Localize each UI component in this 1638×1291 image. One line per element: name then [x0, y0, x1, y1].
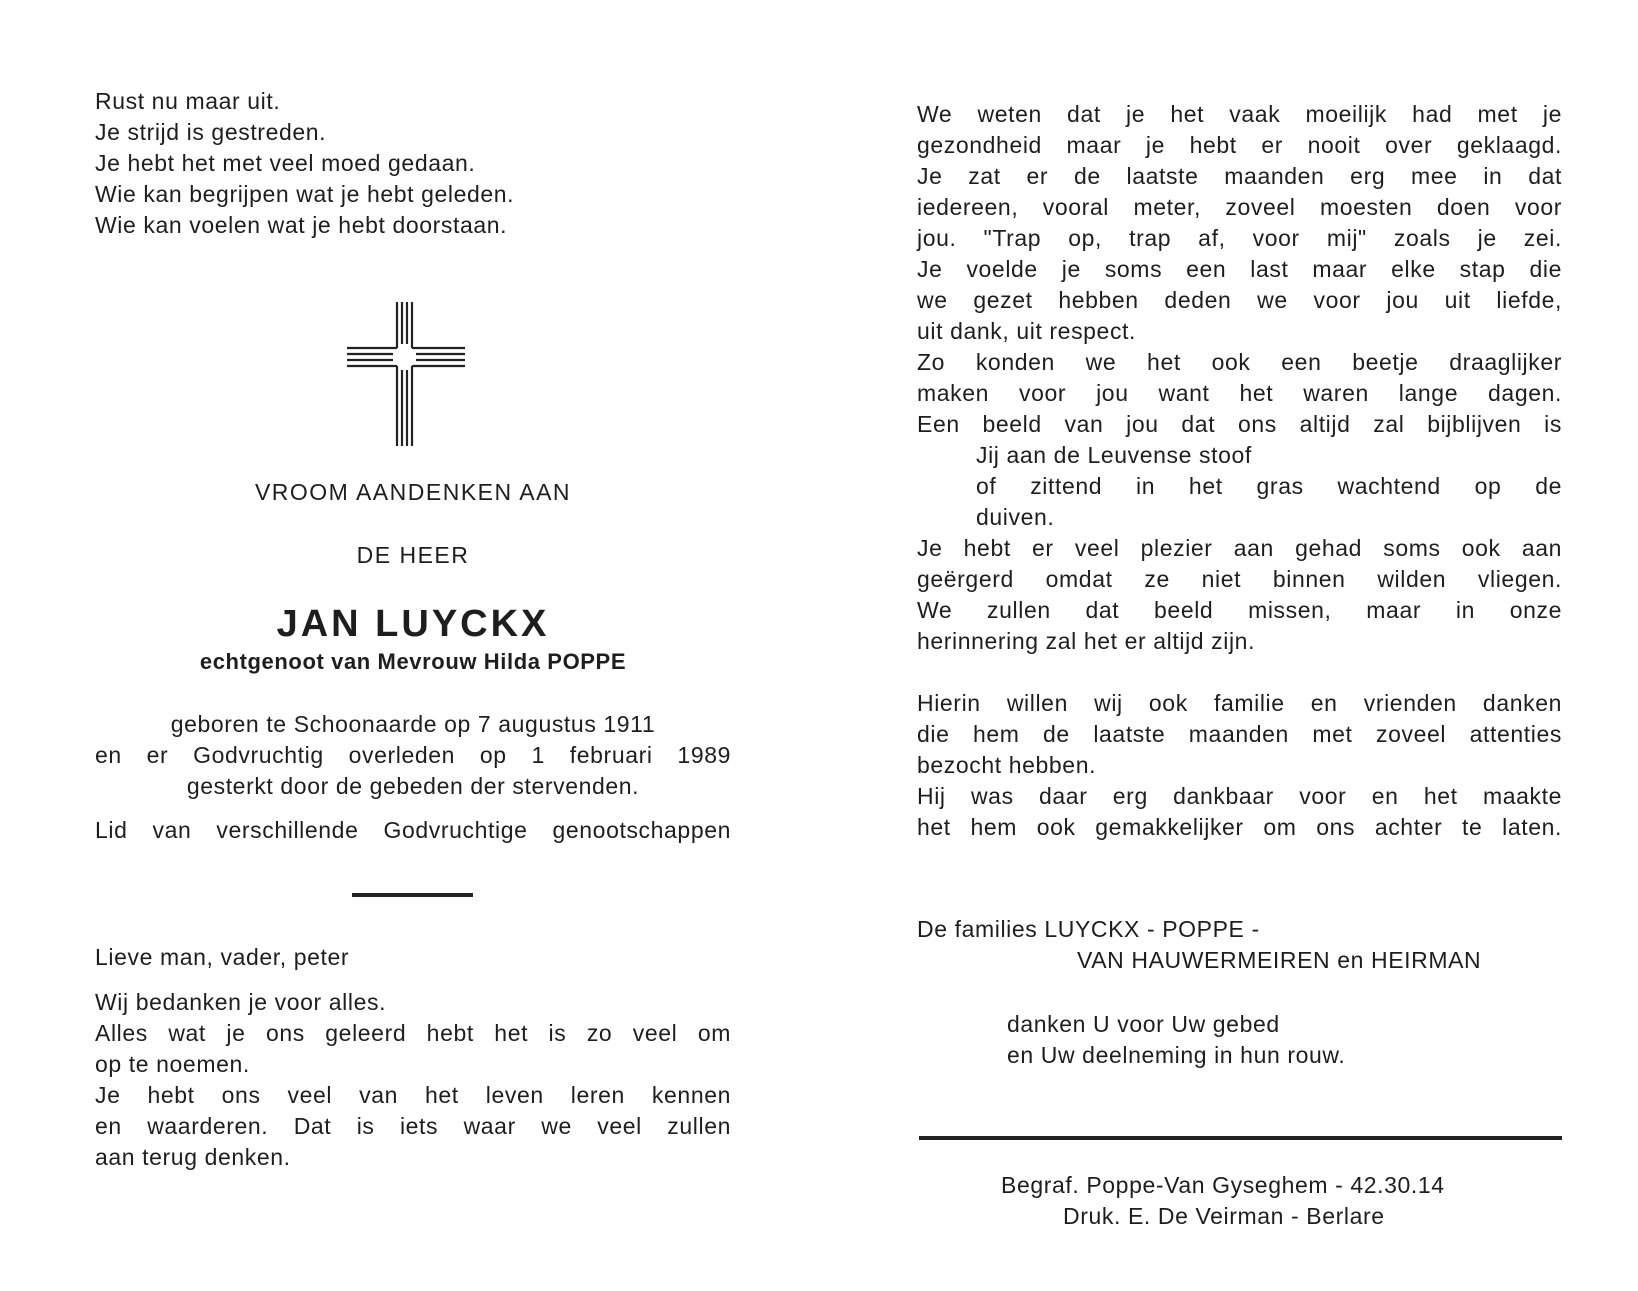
text-line: het hem ook gemakkelijker om ons achter te laten.	[917, 814, 1562, 840]
de-heer: DE HEER	[356, 542, 470, 568]
text-line: Hierin willen wij ook familie en vrienden danken	[917, 690, 1562, 716]
families-line: De families LUYCKX - POPPE -	[917, 916, 1260, 942]
families-thanks-line: en Uw deelneming in hun rouw.	[1007, 1042, 1346, 1068]
spouse-line: echtgenoot van Mevrouw Hilda POPPE	[199, 649, 627, 674]
thanks-line: Wij bedanken je voor alles.	[95, 989, 387, 1015]
thanks-line: Alles wat je ons geleerd hebt het is zo veel om	[95, 1020, 731, 1046]
poem-line: Rust nu maar uit.	[95, 88, 281, 114]
text-line: Zo konden we het ook een beetje draaglijker	[917, 349, 1562, 375]
vroom-aandenken: VROOM AANDENKEN AAN	[254, 479, 572, 505]
thanks-line: aan terug denken.	[95, 1144, 291, 1170]
text-line: We weten dat je het vaak moeilijk had met je	[917, 101, 1562, 127]
text-line: We zullen dat beeld missen, maar in onze	[917, 597, 1562, 623]
cross-icon	[345, 300, 467, 448]
divider	[352, 893, 473, 897]
deceased-name: JAN LUYCKX	[276, 603, 550, 645]
footer-divider	[919, 1136, 1562, 1140]
poem-line: Je strijd is gestreden.	[95, 119, 327, 145]
poem-line: Wie kan voelen wat je hebt doorstaan.	[95, 212, 508, 238]
death-line: en er Godvruchtig overleden op 1 februari 1989	[95, 742, 731, 768]
poem-line: Wie kan begrijpen wat je hebt geleden.	[95, 181, 515, 207]
thanks-line: en waarderen. Dat is iets waar we veel zullen	[95, 1113, 731, 1139]
poem-line: Je hebt het met veel moed gedaan.	[95, 150, 476, 176]
strengthened-line: gesterkt door de gebeden der stervenden.	[186, 773, 640, 799]
text-line: geërgerd omdat ze niet binnen wilden vliegen.	[917, 566, 1562, 592]
text-line: Je hebt er veel plezier aan gehad soms ook aan	[917, 535, 1562, 561]
printer-line: Druk. E. De Veirman - Berlare	[1063, 1203, 1385, 1229]
salutation: Lieve man, vader, peter	[95, 944, 350, 970]
text-line: uit dank, uit respect.	[917, 318, 1137, 344]
indent-line: duiven.	[976, 504, 1055, 530]
text-line: gezondheid maar je hebt er nooit over geklaagd.	[917, 132, 1562, 158]
thanks-line: Je hebt ons veel van het leven leren kennen	[95, 1082, 731, 1108]
text-line: die hem de laatste maanden met zoveel attenties	[917, 721, 1562, 747]
birth-line: geboren te Schoonaarde op 7 augustus 1911	[170, 711, 656, 737]
text-line: jou. "Trap op, trap af, voor mij" zoals je zei.	[917, 225, 1562, 251]
indent-line: of zittend in het gras wachtend op de	[976, 473, 1562, 499]
text-line: we gezet hebben deden we voor jou uit liefde,	[917, 287, 1562, 313]
text-line: Je voelde je soms een last maar elke stap die	[917, 256, 1562, 282]
text-line: herinnering zal het er altijd zijn.	[917, 628, 1256, 654]
text-line: iedereen, vooral meter, zoveel moesten doen voor	[917, 194, 1562, 220]
text-line: Een beeld van jou dat ons altijd zal bijblijven is	[917, 411, 1562, 437]
text-line: Hij was daar erg dankbaar voor en het maakte	[917, 783, 1562, 809]
member-line: Lid van verschillende Godvruchtige genootschappen	[95, 817, 731, 843]
undertaker-line: Begraf. Poppe-Van Gyseghem - 42.30.14	[1001, 1172, 1445, 1198]
indent-line: Jij aan de Leuvense stoof	[976, 442, 1252, 468]
thanks-line: op te noemen.	[95, 1051, 250, 1077]
text-line: bezocht hebben.	[917, 752, 1097, 778]
families-line: VAN HAUWERMEIREN en HEIRMAN	[1077, 947, 1482, 973]
families-thanks-line: danken U voor Uw gebed	[1007, 1011, 1280, 1037]
text-line: Je zat er de laatste maanden erg mee in dat	[917, 163, 1562, 189]
text-line: maken voor jou want het waren lange dagen.	[917, 380, 1562, 406]
